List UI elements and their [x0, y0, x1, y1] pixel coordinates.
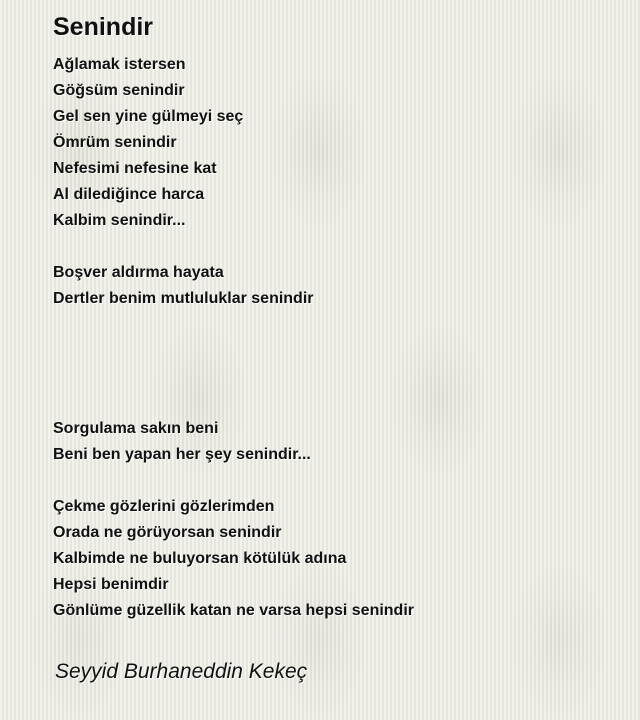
stanza-spacer — [53, 468, 613, 494]
poem-title: Senindir — [53, 13, 154, 41]
stanza-3 — [53, 416, 613, 468]
poem-line: Ömrüm senindir — [53, 134, 177, 151]
poem-line: Hepsi benimdir — [53, 576, 169, 593]
stanza-4 — [53, 494, 613, 624]
stanza-2 — [53, 260, 613, 312]
poem-line: Çekme gözlerini gözlerimden — [53, 498, 275, 515]
poem-line: Gönlüme güzellik katan ne varsa hepsi senindir — [53, 602, 414, 619]
poem-line: Kalbimde ne buluyorsan kötülük adına — [53, 550, 347, 567]
poem-line: Beni ben yapan her şey senindir... — [53, 446, 311, 463]
poem-line: Dertler benim mutluluklar senindir — [53, 290, 314, 307]
poem-line: Al dilediğince harca — [53, 186, 205, 203]
stanza-spacer — [53, 234, 613, 260]
poem-line: Ağlamak istersen — [53, 56, 186, 73]
poem-line: Kalbim senindir... — [53, 212, 186, 229]
poem-line: Göğsüm senindir — [53, 82, 185, 99]
poem-line: Boşver aldırma hayata — [53, 264, 224, 281]
poem-body — [53, 52, 613, 624]
stanza-spacer — [53, 312, 613, 416]
poem-line: Sorgulama sakın beni — [53, 420, 219, 437]
poem-line: Orada ne görüyorsan senindir — [53, 524, 282, 541]
poem-line: Gel sen yine gülmeyi seç — [53, 108, 244, 125]
poem-line: Nefesimi nefesine kat — [53, 160, 217, 177]
stanza-1 — [53, 52, 613, 234]
poem-author: Seyyid Burhaneddin Kekeç — [55, 660, 308, 683]
